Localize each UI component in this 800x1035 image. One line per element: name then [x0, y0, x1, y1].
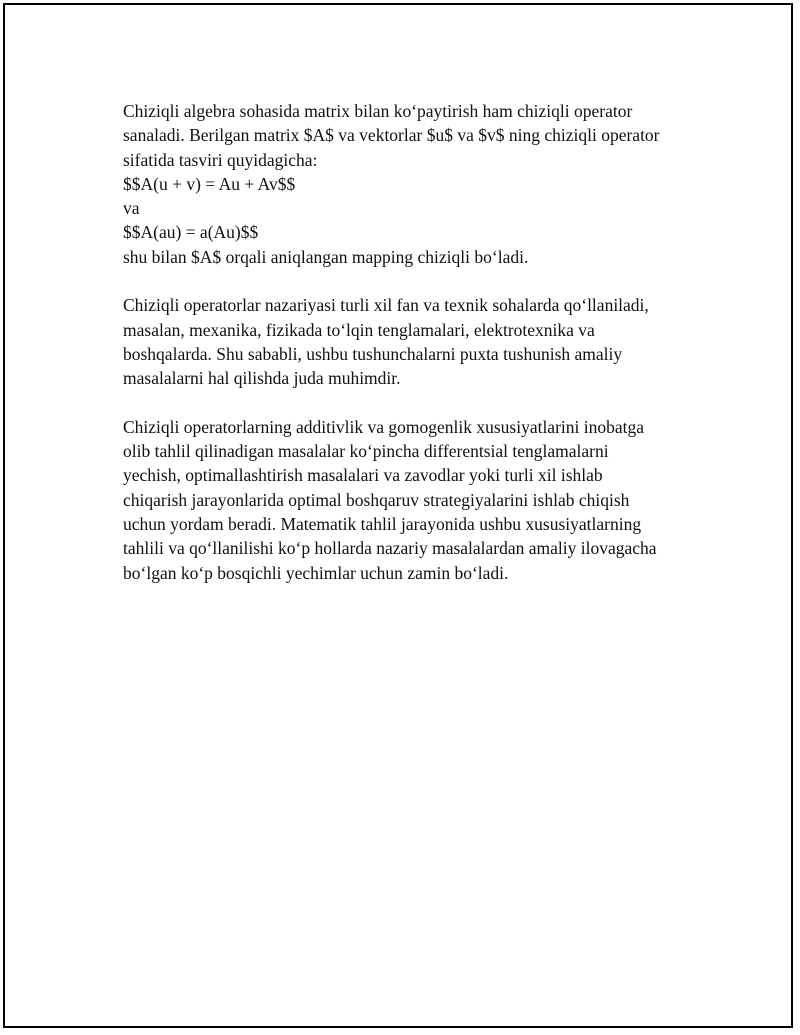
text-line: uchun yordam beradi. Matematik tahlil jarayonida ushbu xususiyatlarning	[123, 514, 642, 535]
document-body	[123, 99, 723, 609]
text-line: boshqalarda. Shu sababli, ushbu tushunchalarni puxta tushunish amaliy	[123, 343, 623, 364]
text-line: Chiziqli algebra sohasida matrix bilan ko‘paytirish ham chiziqli operator	[123, 101, 633, 121]
paragraph-2	[123, 293, 723, 390]
paragraph-3	[123, 415, 723, 585]
text-line: olib tahlil qilinadigan masalalar ko‘pincha differentsial tenglamalarni	[123, 441, 609, 462]
equation-line: $$A(u + v) = Au + Av$$	[123, 173, 296, 194]
text-line: shu bilan $A$ orqali aniqlangan mapping chiziqli bo‘ladi.	[123, 246, 529, 267]
text-line: sifatida tasviri quyidagicha:	[123, 149, 318, 170]
text-line: sanaladi. Berilgan matrix $A$ va vektorlar $u$ va $v$ ning chiziqli operator	[123, 125, 660, 146]
text-line: bo‘lgan ko‘p bosqichli yechimlar uchun zamin bo‘ladi.	[123, 562, 509, 583]
paragraph-1	[123, 99, 723, 269]
text-line: chiqarish jarayonlarida optimal boshqaruv strategiyalarini ishlab chiqish	[123, 489, 630, 510]
equation-line: $$A(au) = a(Au)$$	[123, 222, 259, 243]
text-line: masalalarni hal qilishda juda muhimdir.	[123, 368, 401, 389]
text-line: tahlili va qo‘llanilishi ko‘p hollarda nazariy masalalardan amaliy ilovagacha	[123, 538, 657, 559]
text-line: Chiziqli operatorlarning additivlik va gomogenlik xususiyatlarini inobatga	[123, 416, 645, 437]
text-line: masalan, mexanika, fizikada to‘lqin tenglamalari, elektrotexnika va	[123, 319, 595, 340]
text-line: va	[123, 198, 140, 219]
text-line: Chiziqli operatorlar nazariyasi turli xil fan va texnik sohalarda qo‘llaniladi,	[123, 295, 649, 316]
text-line: yechish, optimallashtirish masalalari va zavodlar yoki turli xil ishlab	[123, 465, 603, 486]
page-border	[3, 3, 793, 1028]
